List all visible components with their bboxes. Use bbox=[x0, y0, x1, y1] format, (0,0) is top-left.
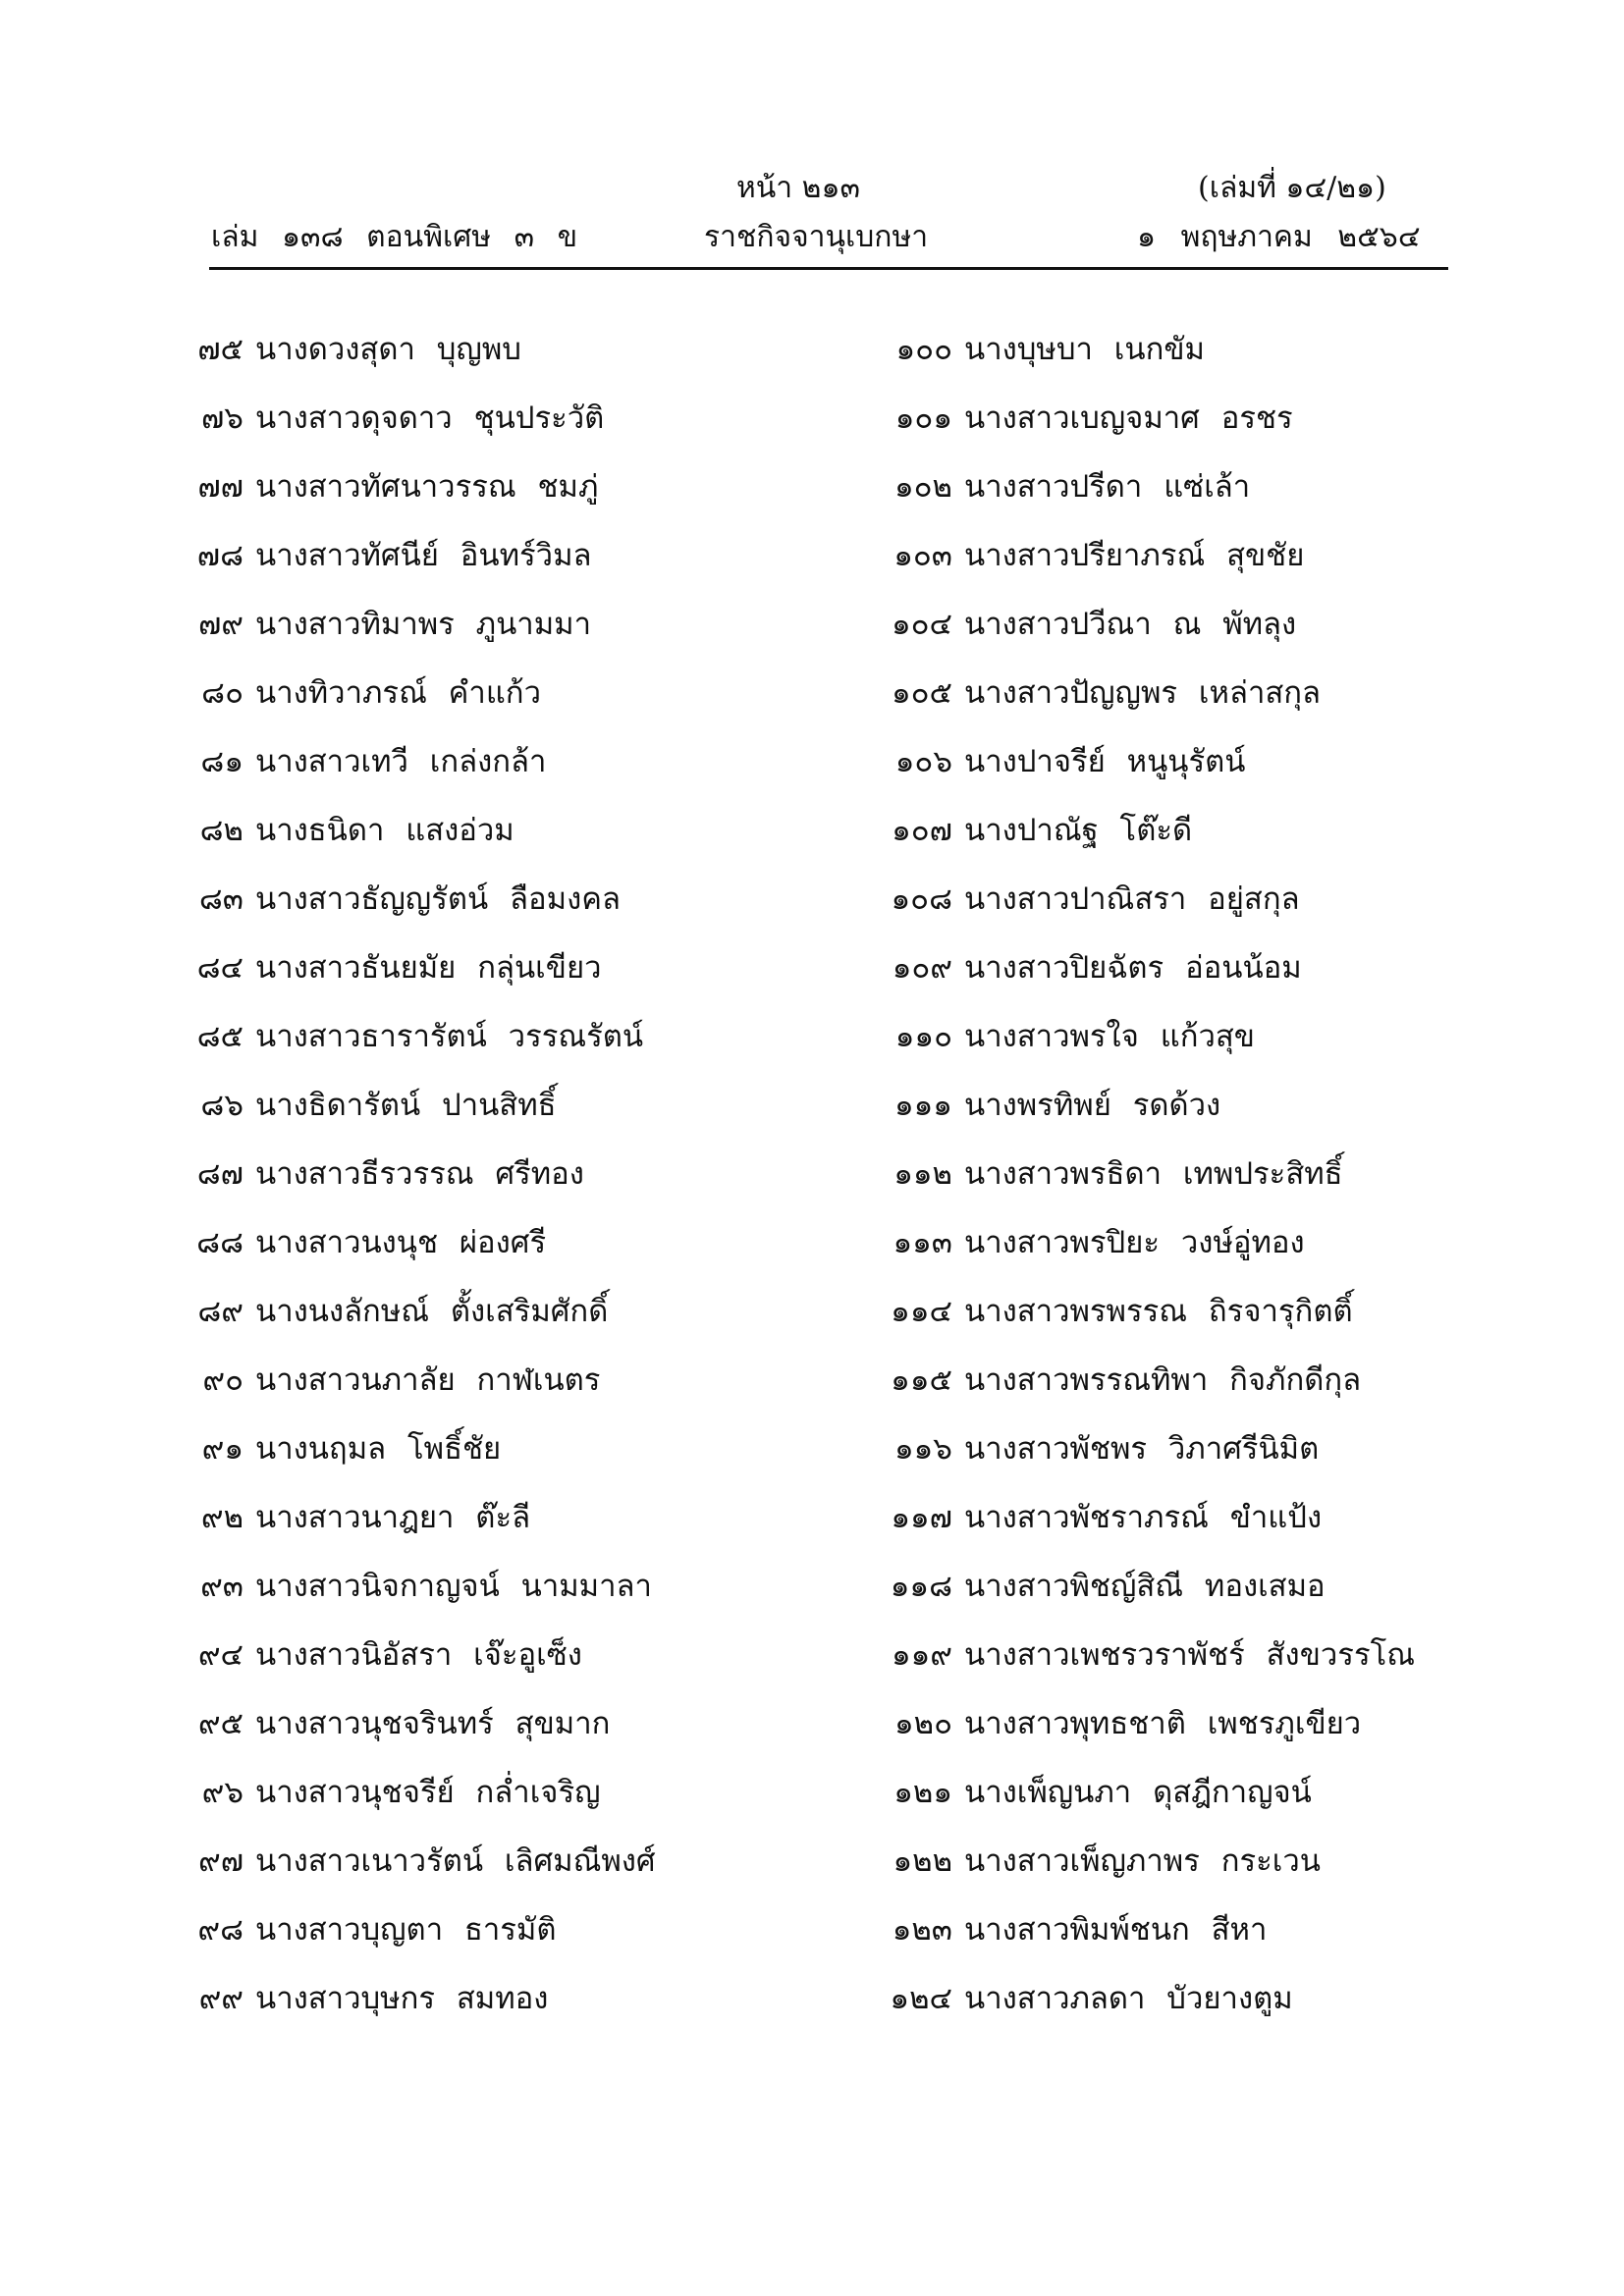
entry-name: นางสาวพัชราภรณ์ ขำแป้ง bbox=[964, 1500, 1323, 1535]
entry-number: ๙๑ bbox=[201, 1431, 244, 1467]
entry-number: ๑๐๔ bbox=[891, 607, 952, 642]
list-item bbox=[167, 1276, 854, 1345]
entry-name: นางสาวพัชพร วิภาศรีนิมิต bbox=[964, 1431, 1320, 1467]
entry-number: ๘๓ bbox=[198, 881, 244, 917]
entry-name: นางสาวบุษกร สมทอง bbox=[255, 1981, 549, 2016]
entry-name: นางสาวนุชจรินทร์ สุขมาก bbox=[255, 1706, 611, 1741]
entry-number: ๑๐๖ bbox=[894, 744, 952, 779]
entry-number: ๗๗ bbox=[197, 469, 244, 505]
entry-name: นางสาวเทวี เกล่งกล้า bbox=[255, 744, 547, 779]
list-item bbox=[167, 1551, 854, 1620]
list-item bbox=[167, 658, 854, 726]
entry-name: นางสาวเบญจมาศ อรชร bbox=[964, 400, 1293, 436]
entry-name: นางปาจรีย์ หนูนุรัตน์ bbox=[964, 744, 1246, 779]
entry-number: ๑๑๘ bbox=[890, 1569, 952, 1604]
entry-number: ๘๒ bbox=[199, 813, 244, 848]
list-item bbox=[167, 452, 854, 520]
list-item bbox=[835, 1826, 1522, 1895]
entry-name: นางสาวพิชญ์สิณี ทองเสมอ bbox=[964, 1569, 1326, 1604]
entry-number: ๑๐๒ bbox=[893, 469, 952, 505]
entry-number: ๘๕ bbox=[196, 1019, 244, 1054]
entry-number: ๙๐ bbox=[202, 1362, 244, 1398]
entry-name: นางดวงสุดา บุญพบ bbox=[255, 332, 521, 367]
list-item bbox=[835, 589, 1522, 658]
list-item bbox=[835, 520, 1522, 589]
entry-name: นางเพ็ญนภา ดุสฎีกาญจน์ bbox=[964, 1775, 1312, 1810]
list-item bbox=[835, 314, 1522, 383]
header-divider bbox=[209, 267, 1448, 270]
list-item bbox=[835, 1551, 1522, 1620]
page-number: หน้า ๒๑๓ bbox=[736, 171, 860, 205]
list-item bbox=[167, 383, 854, 452]
entry-name: นางสาวนงนุช ผ่องศรี bbox=[255, 1225, 547, 1260]
list-item bbox=[835, 1345, 1522, 1414]
entry-name: นางสาวปิยฉัตร อ่อนน้อม bbox=[964, 950, 1302, 986]
entry-number: ๙๘ bbox=[197, 1912, 244, 1948]
entry-number: ๗๖ bbox=[201, 400, 244, 436]
entry-name: นางสาวทัศนีย์ อินทร์วิมล bbox=[255, 538, 592, 573]
list-item bbox=[835, 1001, 1522, 1070]
list-item bbox=[835, 658, 1522, 726]
entry-number: ๑๒๒ bbox=[893, 1843, 952, 1879]
list-item bbox=[835, 1757, 1522, 1826]
entry-number: ๑๐๑ bbox=[894, 400, 952, 436]
entry-number: ๑๑๙ bbox=[891, 1637, 952, 1673]
entry-name: นางสาวปรีดา แซ่เล้า bbox=[964, 469, 1251, 505]
list-item bbox=[835, 452, 1522, 520]
list-item bbox=[835, 1276, 1522, 1345]
list-item bbox=[835, 1963, 1522, 2032]
list-item bbox=[835, 1620, 1522, 1688]
entry-number: ๑๑๓ bbox=[893, 1225, 952, 1260]
entry-name: นางสาวภลดา บัวยางตูม bbox=[964, 1981, 1293, 2016]
entry-name: นางสาวเนาวรัตน์ เลิศมณีพงศ์ bbox=[255, 1843, 656, 1879]
entry-name: นางสาวเพ็ญภาพร กระเวน bbox=[964, 1843, 1321, 1879]
entry-number: ๑๑๖ bbox=[893, 1431, 952, 1467]
entry-number: ๘๖ bbox=[200, 1088, 244, 1123]
entry-number: ๗๕ bbox=[197, 332, 244, 367]
entry-name: นางสาวปาณิสรา อยู่สกุล bbox=[964, 881, 1300, 917]
entry-name: นางสาวทัศนาวรรณ ชมภู่ bbox=[255, 469, 599, 505]
list-item bbox=[835, 933, 1522, 1001]
entry-number: ๑๑๒ bbox=[893, 1156, 952, 1192]
list-item bbox=[167, 1895, 854, 1963]
entry-name: นางปาณัฐ โต๊ะดี bbox=[964, 813, 1193, 848]
list-item bbox=[835, 1482, 1522, 1551]
entry-name: นางสาวนาฎยา ต๊ะลี bbox=[255, 1500, 531, 1535]
entry-name: นางสาวธันยมัย กลุ่นเขียว bbox=[255, 950, 602, 986]
entry-name: นางบุษบา เนกขัม bbox=[964, 332, 1205, 367]
entry-number: ๑๒๓ bbox=[892, 1912, 952, 1948]
list-item bbox=[835, 1139, 1522, 1207]
entry-number: ๑๒๔ bbox=[890, 1981, 952, 2016]
list-item bbox=[835, 1070, 1522, 1139]
entry-name: นางธิดารัตน์ ปานสิทธิ์ bbox=[255, 1088, 557, 1123]
entry-number: ๑๑๗ bbox=[891, 1500, 952, 1535]
list-item bbox=[167, 314, 854, 383]
entry-number: ๘๐ bbox=[201, 675, 244, 711]
list-item bbox=[835, 1207, 1522, 1276]
name-list-right bbox=[835, 314, 1522, 2032]
entry-number: ๑๒๑ bbox=[893, 1775, 952, 1810]
list-item bbox=[835, 864, 1522, 933]
list-item bbox=[167, 589, 854, 658]
entry-name: นางสาวนภาลัย กาฬเนตร bbox=[255, 1362, 601, 1398]
entry-number: ๘๙ bbox=[197, 1294, 244, 1329]
list-item bbox=[167, 1963, 854, 2032]
entry-number: ๑๐๙ bbox=[892, 950, 952, 986]
entry-number: ๑๐๓ bbox=[893, 538, 952, 573]
entry-name: นางธนิดา แสงอ่วม bbox=[255, 813, 514, 848]
entry-name: นางสาวนิจกาญจน์ นามมาลา bbox=[255, 1569, 652, 1604]
entry-name: นางสาวเพชรวราพัชร์ สังขวรรโณ bbox=[964, 1637, 1416, 1673]
issue-info: เล่ม ๑๓๘ ตอนพิเศษ ๓ ข bbox=[211, 220, 578, 254]
entry-name: นางสาวพรธิดา เทพประสิทธิ์ bbox=[964, 1156, 1343, 1192]
list-item bbox=[167, 1414, 854, 1482]
entry-number: ๙๔ bbox=[197, 1637, 244, 1673]
entry-name: นางสาวปัญญพร เหล่าสกุล bbox=[964, 675, 1322, 711]
entry-number: ๙๗ bbox=[197, 1843, 244, 1879]
entry-name: นางสาวพิมพ์ชนก สีหา bbox=[964, 1912, 1268, 1948]
entry-name: นางสาวทิมาพร ภูนามมา bbox=[255, 607, 591, 642]
entry-number: ๑๒๐ bbox=[893, 1706, 952, 1741]
entry-name: นางสาวพรพรรณ ถิรจารุกิตติ์ bbox=[964, 1294, 1353, 1329]
entry-number: ๗๙ bbox=[197, 607, 244, 642]
entry-number: ๙๓ bbox=[200, 1569, 244, 1604]
entry-name: นางพรทิพย์ รดด้วง bbox=[964, 1088, 1221, 1123]
entry-number: ๑๑๔ bbox=[891, 1294, 952, 1329]
entry-number: ๘๗ bbox=[196, 1156, 244, 1192]
entry-name: นางสาวธารารัตน์ วรรณรัตน์ bbox=[255, 1019, 644, 1054]
entry-number: ๙๖ bbox=[201, 1775, 244, 1810]
list-item bbox=[835, 1895, 1522, 1963]
entry-number: ๑๑๑ bbox=[893, 1088, 952, 1123]
entry-number: ๑๐๕ bbox=[891, 675, 952, 711]
entry-number: ๘๘ bbox=[196, 1225, 244, 1260]
entry-number: ๑๐๗ bbox=[892, 813, 952, 848]
list-item bbox=[167, 1070, 854, 1139]
list-item bbox=[167, 1482, 854, 1551]
entry-number: ๑๑๕ bbox=[891, 1362, 952, 1398]
list-item bbox=[835, 1414, 1522, 1482]
entry-number: ๙๙ bbox=[198, 1981, 244, 2016]
entry-number: ๘๑ bbox=[200, 744, 244, 779]
list-item bbox=[167, 1826, 854, 1895]
list-item bbox=[167, 795, 854, 864]
list-item bbox=[167, 1139, 854, 1207]
entry-name: นางสาวพรใจ แก้วสุข bbox=[964, 1019, 1255, 1054]
entry-number: ๙๕ bbox=[197, 1706, 244, 1741]
entry-number: ๑๑๐ bbox=[894, 1019, 952, 1054]
list-item bbox=[167, 864, 854, 933]
list-item bbox=[167, 726, 854, 795]
list-item bbox=[167, 520, 854, 589]
publication-date: ๑ พฤษภาคม ๒๕๖๔ bbox=[1137, 220, 1421, 254]
list-item bbox=[835, 726, 1522, 795]
list-item bbox=[167, 1207, 854, 1276]
list-item bbox=[167, 1001, 854, 1070]
entry-number: ๑๐๐ bbox=[895, 332, 952, 367]
list-item bbox=[835, 383, 1522, 452]
list-item bbox=[167, 933, 854, 1001]
entry-name: นางนฤมล โพธิ์ชัย bbox=[255, 1431, 502, 1467]
gazette-title: ราชกิจจานุเบกษา bbox=[704, 220, 929, 254]
list-item bbox=[835, 795, 1522, 864]
entry-name: นางสาวพรปิยะ วงษ์อู่ทอง bbox=[964, 1225, 1305, 1260]
entry-name: นางสาวปรียาภรณ์ สุขชัย bbox=[964, 538, 1305, 573]
entry-name: นางสาวพุทธชาติ เพชรภูเขียว bbox=[964, 1706, 1362, 1741]
entry-number: ๘๔ bbox=[196, 950, 244, 986]
entry-name: นางทิวาภรณ์ คำแก้ว bbox=[255, 675, 541, 711]
entry-name: นางสาวพรรณทิพา กิจภักดีกุล bbox=[964, 1362, 1362, 1398]
entry-number: ๗๘ bbox=[196, 538, 244, 573]
entry-number: ๙๒ bbox=[200, 1500, 244, 1535]
list-item bbox=[167, 1757, 854, 1826]
entry-name: นางนงลักษณ์ ตั้งเสริมศักดิ์ bbox=[255, 1294, 609, 1329]
list-item bbox=[167, 1345, 854, 1414]
entry-name: นางสาวนิอัสรา เจ๊ะอูเซ็ง bbox=[255, 1637, 582, 1673]
entry-name: นางสาวดุจดาว ชุนประวัติ bbox=[255, 400, 605, 436]
list-item bbox=[835, 1688, 1522, 1757]
entry-name: นางสาวธีรวรรณ ศรีทอง bbox=[255, 1156, 584, 1192]
list-item bbox=[167, 1620, 854, 1688]
entry-number: ๑๐๘ bbox=[891, 881, 952, 917]
volume-part: (เล่มที่ ๑๔/๒๑) bbox=[1198, 171, 1386, 205]
entry-name: นางสาวธัญญรัตน์ ลือมงคล bbox=[255, 881, 621, 917]
entry-name: นางสาวปวีณา ณ พัทลุง bbox=[964, 607, 1297, 642]
name-list-left bbox=[167, 314, 854, 2032]
entry-name: นางสาวนุชจรีย์ กล่ำเจริญ bbox=[255, 1775, 601, 1810]
list-item bbox=[167, 1688, 854, 1757]
entry-name: นางสาวบุญตา ธารมัติ bbox=[255, 1912, 557, 1948]
